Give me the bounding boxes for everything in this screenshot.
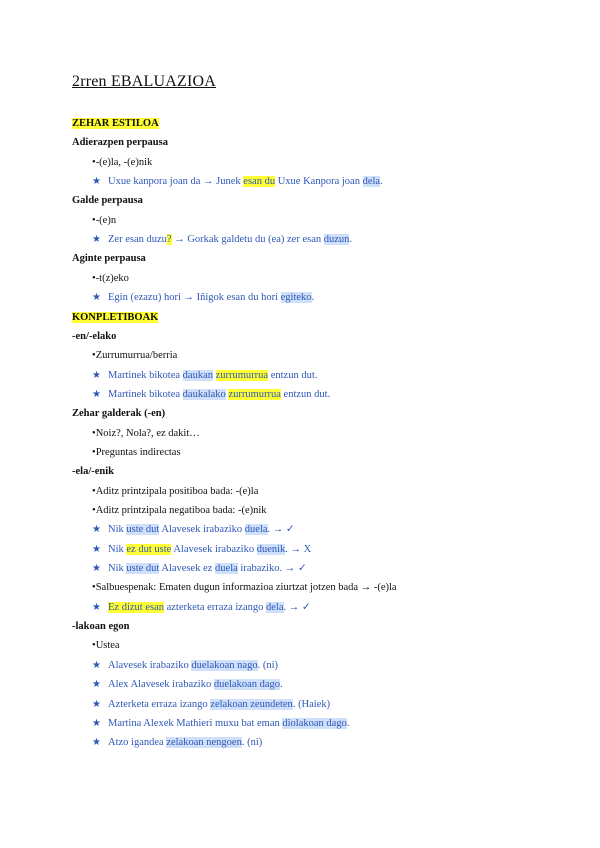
star-icon: ★ bbox=[92, 369, 101, 381]
example-text: . → X bbox=[285, 543, 312, 555]
example-text: . (ni) bbox=[241, 737, 263, 749]
heading-text: -ela/-enik bbox=[72, 466, 114, 478]
example-text: Egin (ezazu) hori → Iñigok esan du hori bbox=[108, 292, 281, 304]
example-text: Uxue Kanpora joan bbox=[275, 176, 363, 188]
example-text: Azterketa erraza izango bbox=[108, 698, 211, 710]
example-text: . bbox=[280, 679, 283, 691]
subheading bbox=[72, 194, 143, 208]
highlighted-text: zelakoan nengoen bbox=[166, 737, 242, 749]
star-icon: ★ bbox=[92, 717, 101, 729]
highlighted-text: esan du bbox=[243, 176, 276, 188]
rule-line bbox=[92, 581, 397, 595]
example-line bbox=[92, 369, 317, 383]
example-text: Alavesek irabaziko bbox=[108, 659, 192, 671]
star-icon: ★ bbox=[92, 659, 101, 671]
bullet-icon: • bbox=[92, 640, 96, 652]
rule-text: Aditz printzipala positiboa bada: -(e)la bbox=[95, 485, 259, 497]
rule-text: -(e)la, -(e)nik bbox=[95, 156, 153, 168]
highlighted-text: duenik bbox=[256, 543, 286, 555]
star-icon: ★ bbox=[92, 234, 101, 246]
example-text: Nik bbox=[108, 543, 127, 555]
rule-text: Aditz printzipala negatiboa bada: -(e)nik bbox=[95, 505, 267, 516]
example-text: . → ✓ bbox=[267, 524, 295, 536]
example-text: . → ✓ bbox=[283, 601, 311, 613]
example-text: entzun dut. bbox=[280, 388, 331, 400]
example-text: Nik bbox=[108, 524, 127, 536]
bullet-icon: • bbox=[92, 446, 96, 458]
example-text: . bbox=[349, 234, 353, 246]
rule-line bbox=[92, 349, 177, 363]
star-icon: ★ bbox=[92, 601, 101, 613]
example-line bbox=[92, 523, 295, 537]
highlighted-text: uste dut bbox=[126, 524, 160, 536]
example-text: Nik bbox=[108, 563, 127, 575]
bullet-icon: • bbox=[92, 582, 96, 594]
heading-text: -lakoan egon bbox=[72, 621, 130, 633]
example-text: azterketa erraza izango bbox=[163, 601, 266, 613]
rule-text: Preguntas indirectas bbox=[95, 446, 181, 458]
example-text: . (Haiek) bbox=[292, 698, 331, 710]
example-text: . (ni) bbox=[257, 659, 278, 671]
example-line bbox=[92, 291, 314, 305]
example-text: . bbox=[346, 717, 350, 729]
bullet-icon: • bbox=[92, 156, 96, 168]
star-icon: ★ bbox=[92, 524, 101, 536]
subheading bbox=[72, 136, 168, 150]
bullet-icon: • bbox=[92, 427, 96, 439]
example-line bbox=[92, 543, 311, 557]
highlighted-text: zurrumurrua bbox=[228, 388, 281, 400]
highlighted-text: daukalako bbox=[182, 388, 226, 400]
example-text: → Gorkak galdetu du (ea) zer esan bbox=[171, 234, 324, 246]
rule-text: Noiz?, Nola?, ez dakit… bbox=[95, 427, 200, 439]
bullet-icon: • bbox=[92, 505, 96, 516]
highlighted-text: dela bbox=[266, 601, 284, 613]
highlighted-text: uste dut bbox=[126, 563, 160, 575]
star-icon: ★ bbox=[92, 563, 101, 575]
highlighted-text: dela bbox=[362, 176, 381, 188]
subheading bbox=[72, 407, 165, 421]
highlighted-text: duelakoan dago bbox=[213, 679, 281, 691]
heading-text: Zehar galderak (-en) bbox=[72, 408, 166, 420]
bullet-icon: • bbox=[92, 214, 96, 226]
example-text: Alex Alavesek irabaziko bbox=[108, 679, 214, 691]
subheading bbox=[72, 465, 114, 479]
highlighted-text: daukan bbox=[182, 369, 213, 381]
star-icon: ★ bbox=[92, 737, 101, 749]
document-title: 2rren EBALUAZIOA bbox=[72, 73, 217, 90]
highlighted-text: egiteko bbox=[280, 292, 312, 304]
example-text: irabaziko. → ✓ bbox=[237, 563, 307, 575]
example-line bbox=[92, 736, 262, 750]
example-text: Uxue kanpora joan da → Junek bbox=[108, 176, 244, 188]
example-text: Martinek bikotea bbox=[108, 388, 183, 400]
example-line bbox=[92, 659, 278, 673]
heading-text: -en/-elako bbox=[72, 330, 117, 342]
example-text: Martinek bikotea bbox=[108, 369, 183, 381]
highlighted-text: ez dut uste bbox=[126, 543, 172, 555]
example-text: Alavesek irabaziko bbox=[159, 524, 245, 536]
example-text: entzun dut. bbox=[268, 369, 318, 381]
rule-line bbox=[92, 639, 120, 653]
rule-line bbox=[92, 485, 258, 499]
example-text: Zer esan duzu bbox=[108, 234, 167, 246]
section-heading bbox=[72, 311, 158, 325]
heading-text: Adierazpen perpausa bbox=[72, 137, 168, 149]
highlighted-text: duzun bbox=[323, 234, 350, 246]
heading-text: Galde perpausa bbox=[72, 195, 143, 207]
highlighted-text: duela bbox=[244, 524, 268, 536]
star-icon: ★ bbox=[92, 698, 101, 710]
rule-text: Ustea bbox=[95, 640, 120, 652]
bullet-icon: • bbox=[92, 272, 96, 284]
rule-line bbox=[92, 272, 129, 286]
example-text: Martina Alexek Mathieri muxu bat eman bbox=[108, 717, 283, 729]
example-line bbox=[92, 601, 311, 615]
heading-text: Agintе perpausa bbox=[72, 253, 146, 265]
example-line bbox=[92, 562, 307, 576]
example-line bbox=[92, 678, 283, 692]
subheading bbox=[72, 330, 116, 344]
example-line bbox=[92, 175, 383, 189]
heading-text: KONPLETIBOAK bbox=[72, 311, 159, 323]
highlighted-text: zelakoan zeundeten bbox=[210, 698, 293, 710]
rule-text: Zurrumurrua/berria bbox=[95, 350, 178, 362]
rule-line bbox=[92, 156, 152, 170]
star-icon: ★ bbox=[92, 388, 101, 400]
rule-text: -t(z)eko bbox=[95, 272, 129, 284]
star-icon: ★ bbox=[92, 543, 101, 555]
bullet-icon: • bbox=[92, 485, 96, 497]
example-text: Alavesek ez bbox=[159, 563, 216, 575]
highlighted-text: ? bbox=[166, 234, 172, 246]
section-heading bbox=[72, 117, 159, 131]
rule-line bbox=[92, 214, 116, 228]
subheading bbox=[72, 252, 146, 266]
highlighted-text: duelakoan nago bbox=[191, 659, 258, 671]
example-text: . bbox=[311, 292, 315, 304]
highlighted-text: diolakoan dago bbox=[282, 717, 347, 729]
star-icon: ★ bbox=[92, 292, 101, 304]
highlighted-text: zurrumurrua bbox=[215, 369, 269, 381]
rule-line bbox=[92, 504, 267, 518]
example-text: . bbox=[380, 176, 383, 188]
rule-text: Salbuespenak: Ematen dugun informazioa ziurtzat jotzen bada → -(e)la bbox=[95, 582, 397, 594]
example-line bbox=[92, 698, 330, 712]
heading-text: ZEHAR ESTILOA bbox=[72, 118, 159, 129]
example-line bbox=[92, 233, 352, 247]
subheading bbox=[72, 620, 129, 634]
example-line bbox=[92, 717, 349, 731]
star-icon: ★ bbox=[92, 176, 101, 188]
highlighted-text: duela bbox=[215, 563, 238, 575]
star-icon: ★ bbox=[92, 679, 101, 691]
highlighted-text: Ez dizut esan bbox=[108, 601, 164, 613]
example-text: Atzo igandea bbox=[108, 737, 167, 749]
rule-line bbox=[92, 427, 200, 441]
example-line bbox=[92, 388, 330, 402]
rule-text: -(e)n bbox=[95, 214, 117, 226]
rule-line bbox=[92, 446, 181, 460]
bullet-icon: • bbox=[92, 350, 96, 362]
example-text: Alavesek irabaziko bbox=[171, 543, 257, 555]
